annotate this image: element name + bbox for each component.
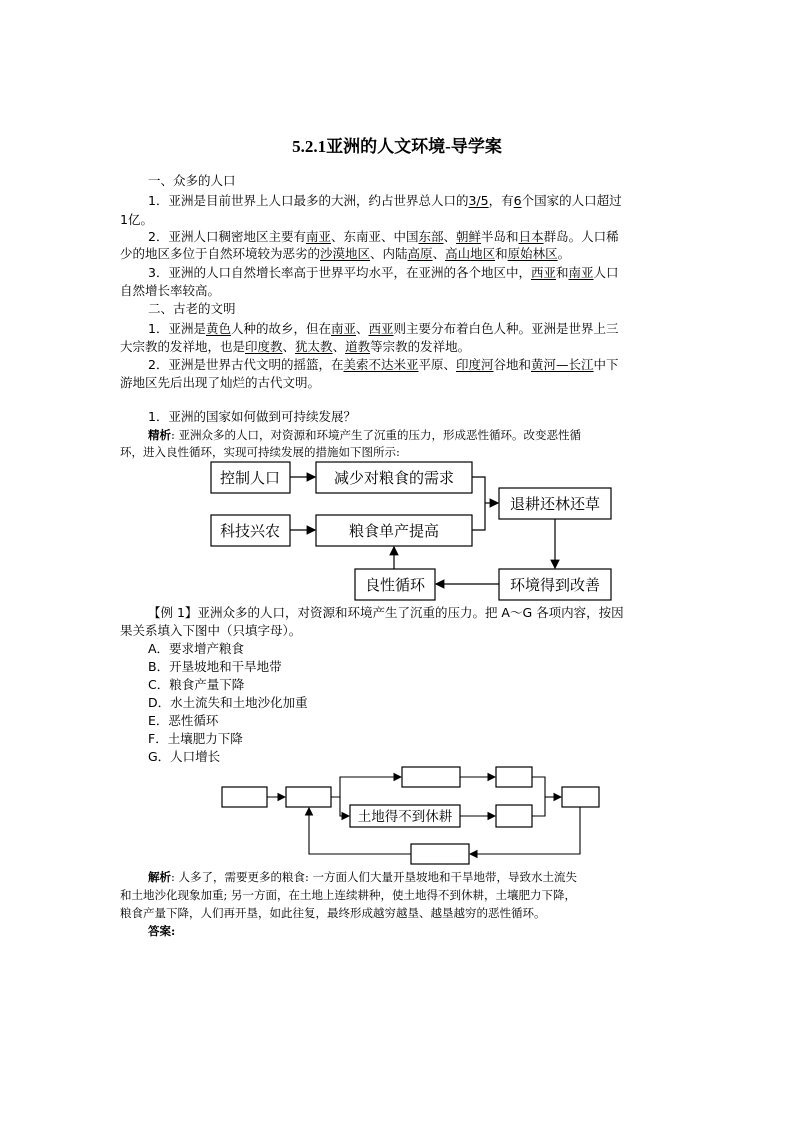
blank-box[interactable] <box>496 805 532 827</box>
blank-answer: 日本 <box>518 229 544 244</box>
blank-answer: 印度教 <box>245 339 283 354</box>
blank-answer: 高山地区 <box>445 246 496 261</box>
blank-box[interactable] <box>402 767 460 787</box>
arrow <box>340 797 349 816</box>
label-grain-yield: 粮食单产提高 <box>348 522 440 540</box>
blank-answer: 6 <box>513 193 522 208</box>
label-env-improve: 环境得到改善 <box>509 576 601 594</box>
blank-answer: 黄河—长江 <box>531 357 594 372</box>
answer-label: 答案: <box>148 924 176 938</box>
page-title: 5.2.1亚洲的人文环境-导学案 <box>292 137 502 156</box>
explanation-line3: 粮食产量下降，人们再开垦，如此往复，最终形成越穷越垦、越垦越穷的恶性循环。 <box>120 906 546 920</box>
blank-box[interactable] <box>222 787 267 807</box>
blank-answer: 南亚 <box>330 321 356 336</box>
blank-answer: 黄色 <box>205 321 231 336</box>
blank-answer: 印度河 <box>456 357 494 372</box>
s1-p1-line2: 1亿。 <box>120 212 153 227</box>
blank-answer: 南亚 <box>568 265 594 280</box>
section-heading-civilization: 二、古老的文明 <box>148 301 236 316</box>
blank-answer: 南亚 <box>305 229 331 244</box>
label-control-population: 控制人口 <box>219 469 281 487</box>
label-return-farmland: 退耕还林还草 <box>509 495 601 513</box>
option-a: A．要求增产粮食 <box>148 641 245 656</box>
blank-answer: 沙漠地区 <box>320 246 371 261</box>
s1-p1-line1: 1．亚洲是目前世界上人口最多的大洲，约占世界总人口的3/5，有6个国家的人口超过 <box>148 193 622 208</box>
blank-answer: 东部 <box>418 229 444 244</box>
option-e: E．恶性循环 <box>148 713 219 728</box>
explanation-label: 解析 <box>148 870 171 884</box>
s1-p3-line1: 3．亚洲的人口自然增长率高于世界平均水平，在亚洲的各个地区中，西亚和南亚人口 <box>148 265 619 280</box>
analysis-line2: 环，进入良性循环，实现可持续发展的措施如下图所示: <box>120 445 400 459</box>
s2-p2-line2: 游地区先后出现了灿烂的古代文明。 <box>120 375 321 390</box>
blank-answer: 西亚 <box>530 265 556 280</box>
s2-p1-line1: 1．亚洲是黄色人种的故乡，但在南亚、西亚则主要分布着白色人种。亚洲是世界上三 <box>148 321 619 336</box>
blank-box[interactable] <box>286 787 331 807</box>
blank-answer: 西亚 <box>368 321 394 336</box>
s1-p2-line2: 少的地区多位于自然环境较为恶劣的沙漠地区、内陆高原、高山地区和原始林区。 <box>120 246 571 261</box>
blank-answer: 朝鲜 <box>456 229 482 244</box>
blank-answer: 高原 <box>407 246 433 261</box>
question-1: 1．亚洲的国家如何做到可持续发展？ <box>148 409 356 424</box>
arrow <box>472 477 485 530</box>
blank-answer: 犹太教 <box>295 339 333 354</box>
explanation-line2: 和土地沙化现象加重; 另一方面，在土地上连续耕种，使土地得不到休耕，土壤肥力下降， <box>120 888 577 902</box>
label-land-no-fallow: 土地得不到休耕 <box>357 809 453 825</box>
s2-p1-line2: 大宗教的发祥地，也是印度教、犹太教、道教等宗教的发祥地。 <box>120 339 471 354</box>
analysis-line1: 精析: 亚洲众多的人口，对资源和环境产生了沉重的压力，形成恶性循环。改变恶性循 <box>148 428 582 442</box>
option-g: G．人口增长 <box>148 749 221 764</box>
analysis-label: 精析 <box>148 428 171 442</box>
s1-p3-line2: 自然增长率较高。 <box>120 283 221 298</box>
blank-answer: 美索不达米亚 <box>343 357 419 372</box>
explanation-line1: 解析: 人多了，需要更多的粮食: 一方面人们大量开垦坡地和干旱地带，导致水土流失 <box>148 870 578 884</box>
label-good-cycle: 良性循环 <box>364 576 426 594</box>
label-reduce-food-demand: 减少对粮食的需求 <box>333 469 455 487</box>
blank-box[interactable] <box>411 844 469 864</box>
example-line2: 果关系填入下图中（只填字母）。 <box>120 623 302 638</box>
blank-answer: 道教 <box>345 339 371 354</box>
s1-p2-line1: 2．亚洲人口稠密地区主要有南亚、东南亚、中国东部、朝鲜半岛和日本群岛。人口稀 <box>148 229 619 244</box>
blank-answer: 原始林区 <box>507 246 558 261</box>
option-d: D．水土流失和土地沙化加重 <box>148 695 308 710</box>
example-line1: 【例 1】亚洲众多的人口，对资源和环境产生了沉重的压力。把 A～G 各项内容，按因 <box>148 605 624 620</box>
section-heading-population: 一、众多的人口 <box>148 173 236 188</box>
blank-answer: 3/5 <box>468 193 489 208</box>
arrow <box>331 777 401 797</box>
arrow <box>532 777 545 816</box>
label-science-farming: 科技兴农 <box>219 522 281 540</box>
option-f: F．土壤肥力下降 <box>148 731 243 746</box>
option-c: C．粮食产量下降 <box>148 677 245 692</box>
s2-p2-line1: 2．亚洲是世界古代文明的摇篮，在美索不达米亚平原、印度河谷地和黄河—长江中下 <box>148 357 619 372</box>
blank-box[interactable] <box>562 787 599 807</box>
blank-box[interactable] <box>496 767 532 787</box>
option-b: B．开垦坡地和干旱地带 <box>148 659 282 674</box>
example-label: 【例 1】 <box>148 605 198 620</box>
